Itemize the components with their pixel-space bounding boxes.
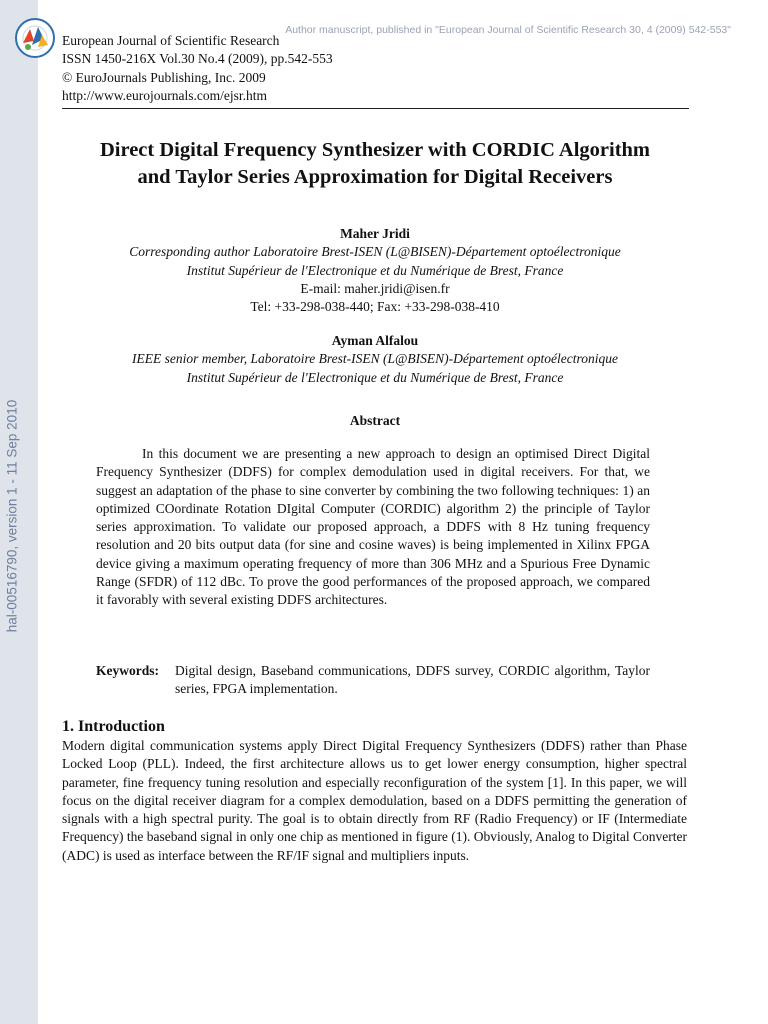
abstract-text: In this document we are presenting a new approach to design an optimised Direct Digital Frequency Synthesizer (DDFS) for complex demodulation used in digital receivers. For that, we suggest an adaptation of the phase to sine converter by combining the two following techniques: 1) an optimized COordinate Rotation DIgital Computer (CORDIC) algorithm 2) the principle of Taylor series approximation. To validate our proposed approach, a DDFS with 8 Hz tuning frequency resolution and 20 bits output data (for sine and cosine waves) is being implemented in Xilinx FPGA device giving a maximum operating frequency of more than 306 MHz and a Spurious Free Dynamic Range (SFDR) of 112 dBc. To prove the good performances of the proposed approach, we compared it favorably with several existing DDFS architectures. xyxy=(96,446,650,608)
journal-name: European Journal of Scientific Research xyxy=(62,33,280,48)
hal-archive-logo-icon xyxy=(14,17,56,59)
author-email: E-mail: maher.jridi@isen.fr xyxy=(300,280,450,296)
author-block-1 xyxy=(45,225,705,316)
author-institution: Institut Supérieur de l'Electronique et du Numérique de Brest, France xyxy=(186,262,564,278)
keywords xyxy=(96,662,650,699)
title-line-1: Direct Digital Frequency Synthesizer with CORDIC Algorithm xyxy=(99,139,651,161)
author-name: Maher Jridi xyxy=(340,226,410,241)
manuscript-note: Author manuscript, published in "European Journal of Scientific Research 30, 4 (2009) 542-553" xyxy=(285,24,731,36)
author-institution: Institut Supérieur de l'Electronique et du Numérique de Brest, France xyxy=(186,369,564,385)
author-block-2 xyxy=(45,332,705,387)
author-affiliation: Corresponding author Laboratoire Brest-ISEN (L@BISEN)-Département optoélectronique xyxy=(129,244,621,260)
author-name: Ayman Alfalou xyxy=(331,333,419,348)
author-phone: Tel: +33-298-038-440; Fax: +33-298-038-410 xyxy=(250,299,500,315)
keywords-label: Keywords: xyxy=(96,663,159,678)
title-line-2: and Taylor Series Approximation for Digital Receivers xyxy=(137,166,613,188)
journal-header xyxy=(62,32,333,105)
header-divider xyxy=(62,108,689,109)
journal-issn: ISSN 1450-216X Vol.30 No.4 (2009), pp.542-553 xyxy=(62,51,333,67)
journal-url: http://www.eurojournals.com/ejsr.htm xyxy=(62,87,267,103)
hal-id-stamp: hal-00516790, version 1 - 11 Sep 2010 xyxy=(4,399,20,633)
keywords-text: Digital design, Baseband communications, DDFS survey, CORDIC algorithm, Taylor series, FPGA implementation. xyxy=(175,663,650,697)
author-affiliation: IEEE senior member, Laboratoire Brest-ISEN (L@BISEN)-Département optoélectronique xyxy=(132,351,618,367)
abstract-heading: Abstract xyxy=(349,413,401,428)
section-heading-introduction: 1. Introduction xyxy=(62,718,165,735)
paper-title xyxy=(45,137,705,191)
introduction-text: Modern digital communication systems apply Direct Digital Frequency Synthesizers (DDFS) rather than Phase Locked Loop (PLL). Indeed, the first architecture allows us to get lower energy consumption, higher spectral parameter, fine frequency tuning resolution and especially reconfiguration of the system [1]. In this paper, we will focus on the digital receiver diagram for a complex demodulation, based on a DDFS permitting the generation of signals with a high spectral purity. The goal is to obtain directly from RF (Radio Frequency) or IF (Intermediate Frequency) the baseband signal in only one chip as mentioned in figure (1). Obviously, Analog to Digital Converter (ADC) is used as interface between the RF/IF signal and multipliers inputs. xyxy=(62,738,687,863)
journal-copyright: © EuroJournals Publishing, Inc. 2009 xyxy=(62,69,266,85)
